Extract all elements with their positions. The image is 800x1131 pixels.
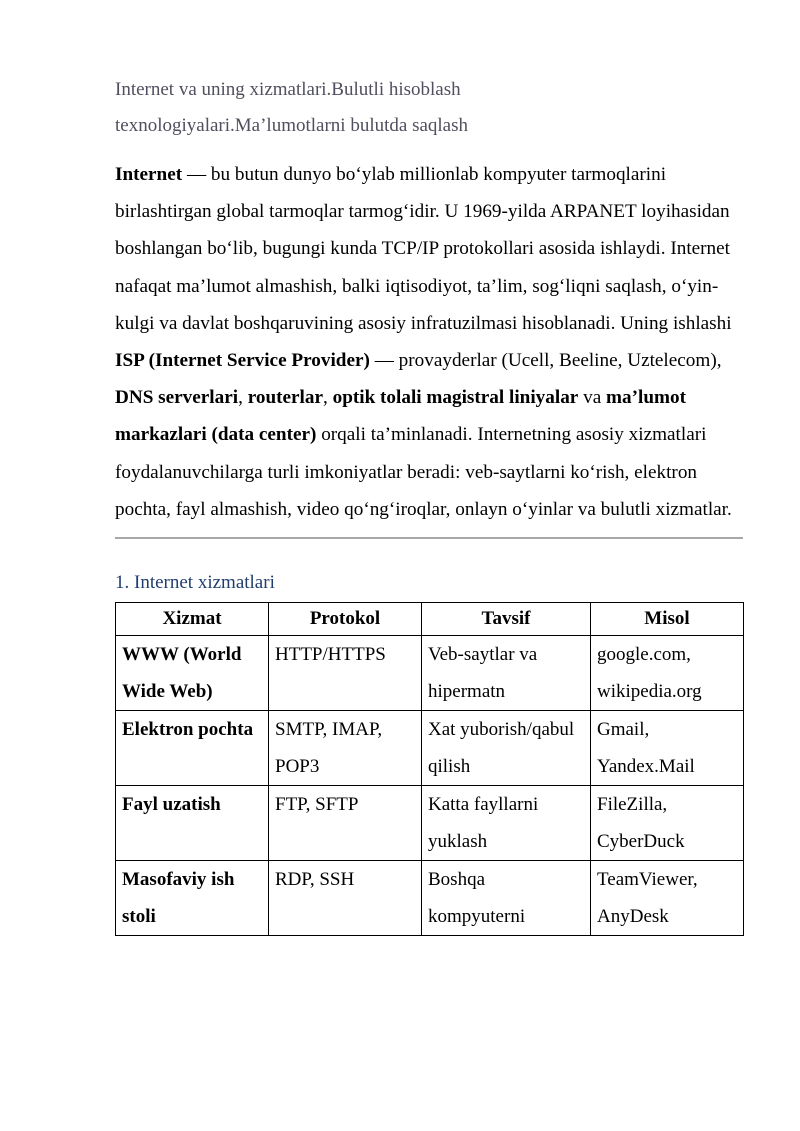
service-name-cell: Elektron pochta: [116, 711, 269, 786]
intro-text-5: va: [578, 387, 607, 409]
intro-text-4: ,: [323, 387, 333, 409]
protocol-cell: HTTP/HTTPS: [269, 636, 422, 711]
header-cell: Xizmat: [116, 603, 269, 636]
table-header-row: [116, 603, 744, 636]
term-isp: ISP (Internet Service Provider): [115, 350, 370, 372]
example-cell: TeamViewer, AnyDesk: [591, 861, 744, 936]
title-line-2: texnologiyalari.Ma’lumotlarni bulutda saqlash: [115, 115, 469, 136]
term-internet: Internet: [115, 164, 183, 185]
title-line-1: Internet va uning xizmatlari.Bulutli hisoblash: [115, 79, 461, 100]
description-cell: Xat yuborish/qabul qilish: [422, 711, 591, 786]
service-name-cell: Masofaviy ish stoli: [116, 861, 269, 936]
section-divider: [115, 537, 743, 539]
intro-paragraph: [115, 156, 743, 528]
term-data-center: ma’lumot markazlari (data center): [115, 387, 686, 446]
services-table: [115, 602, 744, 936]
description-cell: Veb-saytlar va hipermatn: [422, 636, 591, 711]
header-cell: Protokol: [269, 603, 422, 636]
example-cell: google.com, wikipedia.org: [591, 636, 744, 711]
example-cell: FileZilla, CyberDuck: [591, 786, 744, 861]
section-heading: 1. Internet xizmatlari: [115, 572, 275, 594]
header-cell: Misol: [591, 603, 744, 636]
table-row: [116, 861, 744, 936]
intro-text-2: — provayderlar (Ucell, Beeline, Uztelecom),: [369, 350, 722, 372]
header-cell: Tavsif: [422, 603, 591, 636]
intro-text-1: — bu butun dunyo bo‘ylab millionlab kompyuter tarmoqlarini birlashtirgan global tarmoqlar tarmog‘idir. U 1969-yilda ARPANET loyihasidan boshlangan bo‘lib, bugungi kunda TCP/IP protokollari asosida ishlaydi. Internet nafaqat ma’lumot almashish, balki iqtisodiyot, ta’lim, sog‘liqni saqlash, o‘yin-kulgi va davlat boshqaruvining asosiy infratuzilmasi hisoblanadi. Uning ishlashi: [115, 164, 732, 334]
example-cell: Gmail, Yandex.Mail: [591, 711, 744, 786]
table-row: [116, 711, 744, 786]
term-routers: routerlar: [247, 387, 323, 409]
description-cell: Boshqa kompyuterni: [422, 861, 591, 936]
document-title: [115, 72, 743, 144]
table-row: [116, 786, 744, 861]
intro-text-6: orqali ta’minlanadi. Internetning asosiy xizmatlari foydalanuvchilarga turli imkoniyatlar beradi: veb-saytlarni ko‘rish, elektron pochta, fayl almashish, video qo‘ng‘iroqlar, onlayn o‘yinlar va bulutli xizmatlar.: [115, 424, 732, 520]
service-name-cell: WWW (World Wide Web): [116, 636, 269, 711]
table-row: [116, 636, 744, 711]
protocol-cell: RDP, SSH: [269, 861, 422, 936]
intro-text-3: ,: [238, 387, 248, 409]
protocol-cell: SMTP, IMAP, POP3: [269, 711, 422, 786]
description-cell: Katta fayllarni yuklash: [422, 786, 591, 861]
service-name-cell: Fayl uzatish: [116, 786, 269, 861]
protocol-cell: FTP, SFTP: [269, 786, 422, 861]
term-fiber: optik tolali magistral liniyalar: [332, 387, 579, 409]
document-page: [115, 72, 743, 936]
term-dns: DNS serverlari: [115, 387, 239, 409]
